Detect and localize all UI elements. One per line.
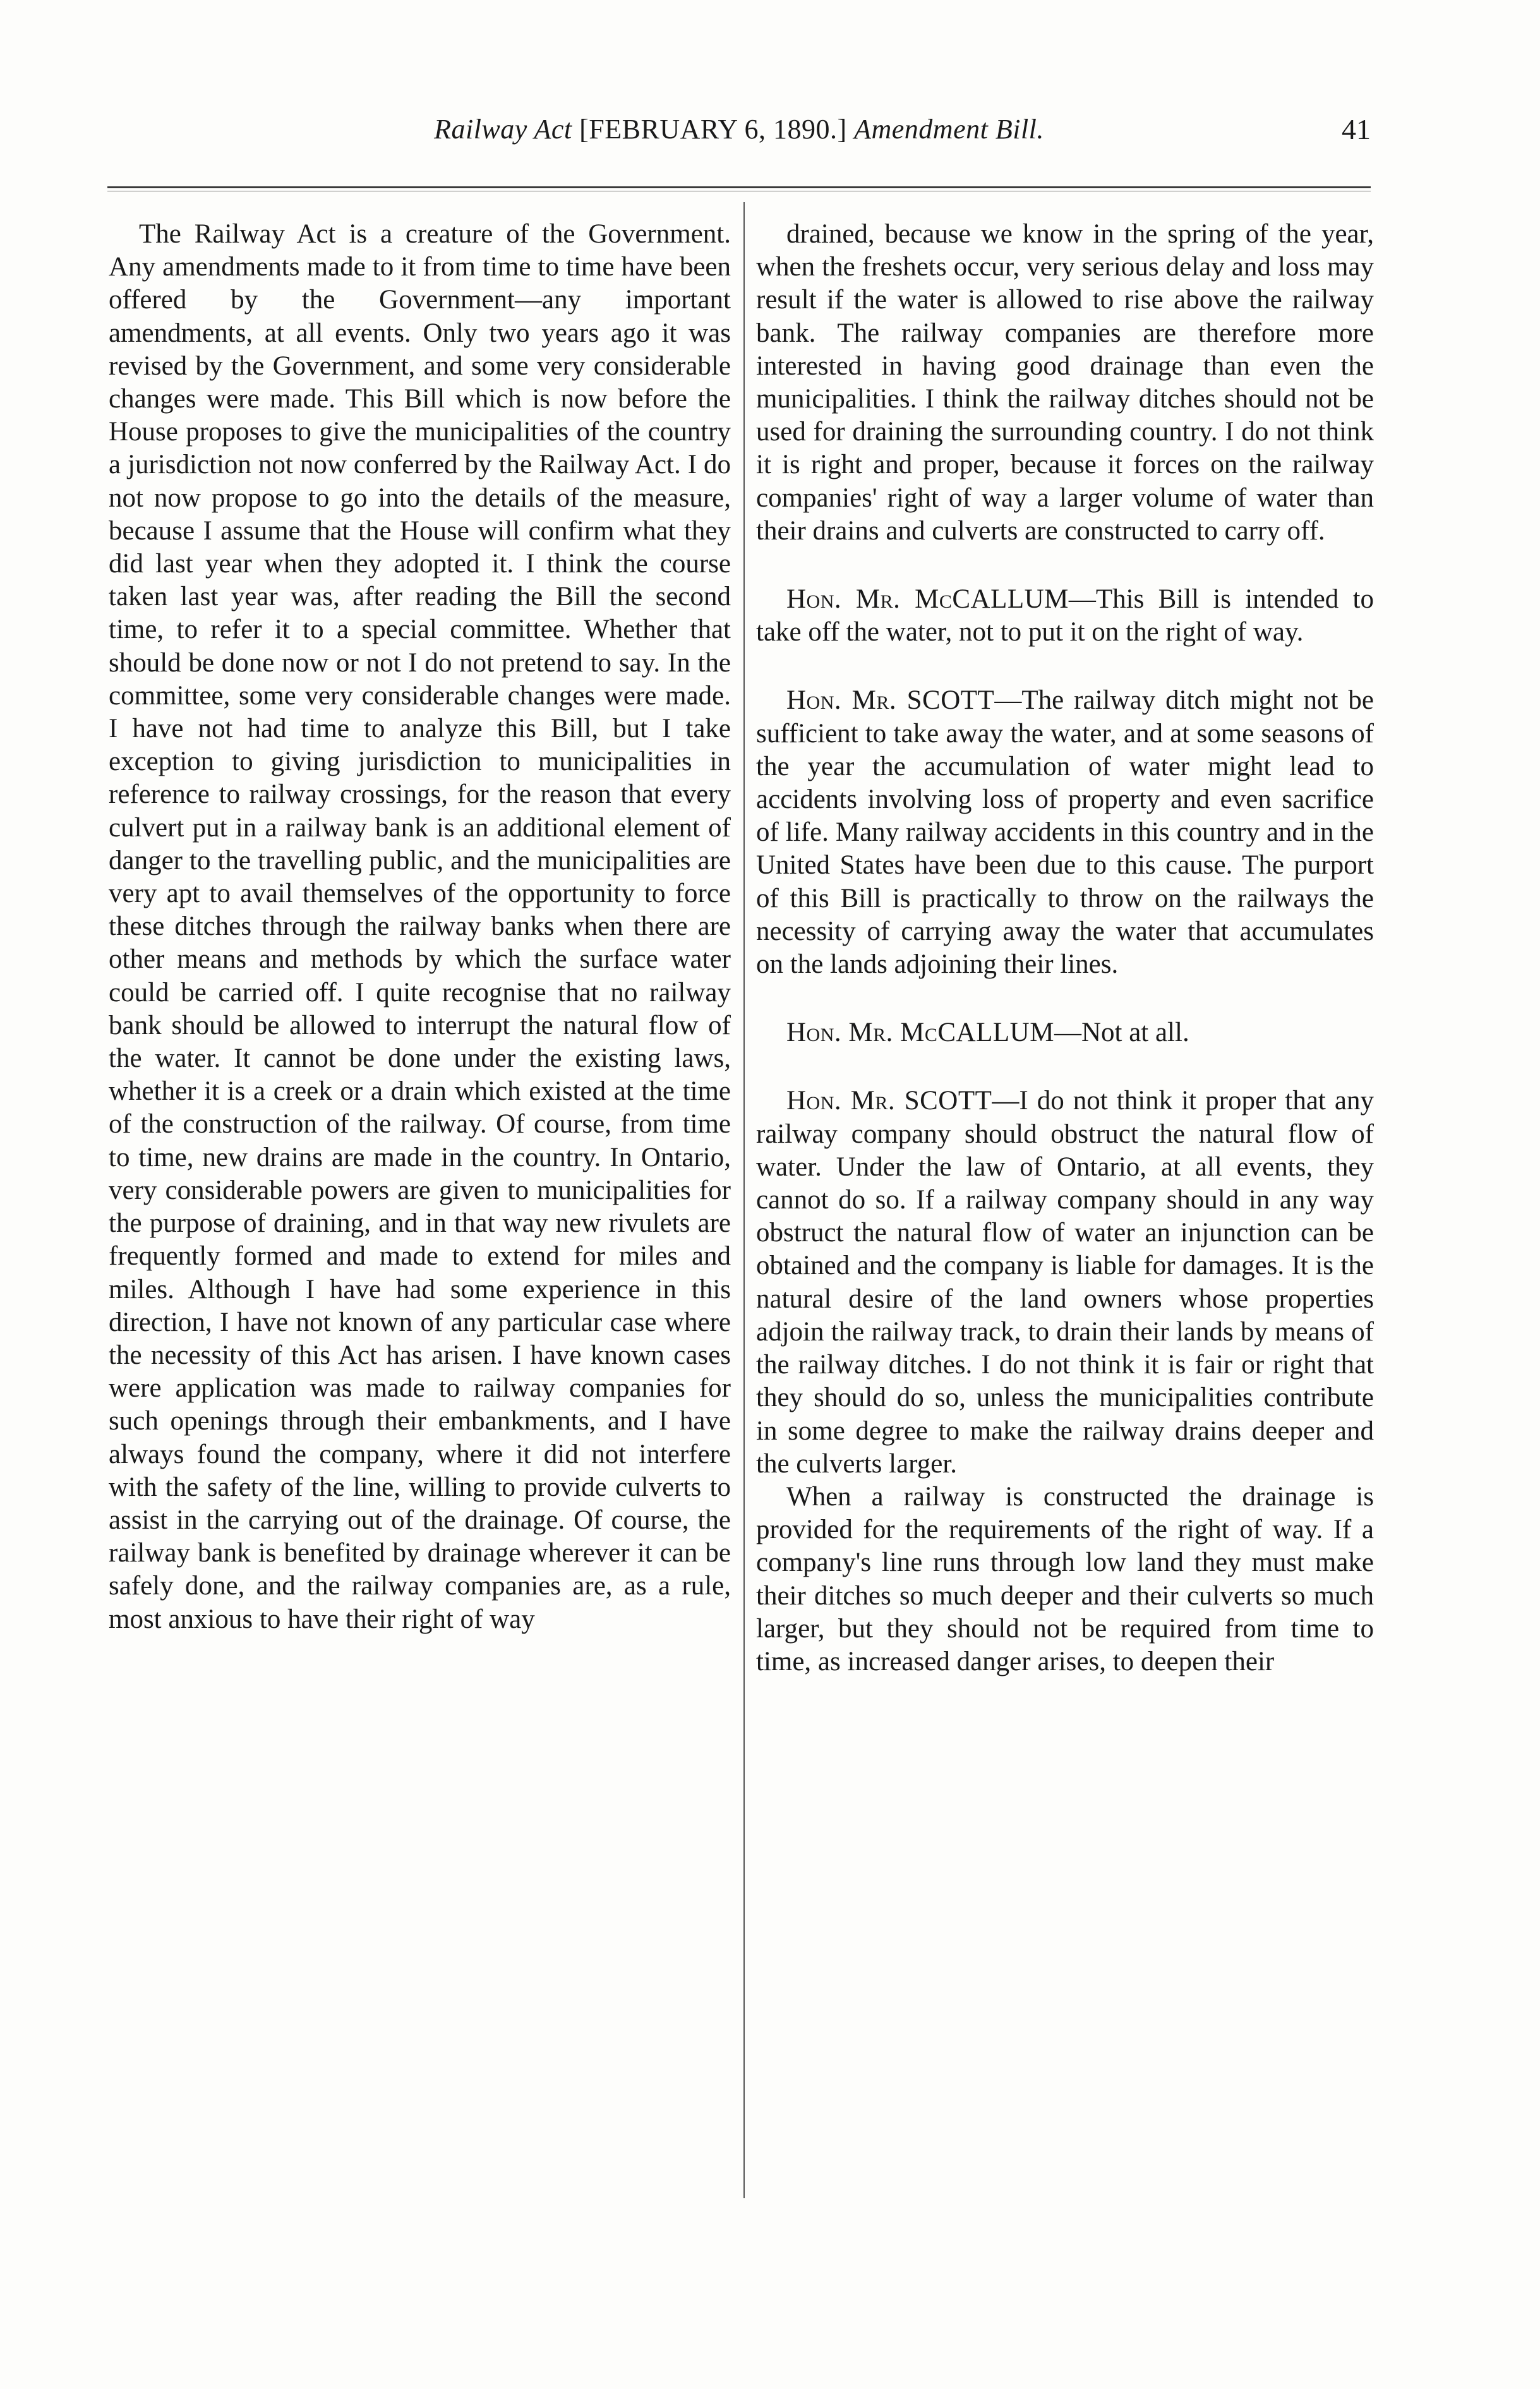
speech-paragraph	[756, 1085, 1374, 1480]
speech-paragraph	[756, 1016, 1374, 1049]
speaker-name: Hon. Mr. McCALLUM	[786, 584, 1069, 615]
paragraph	[756, 218, 1374, 548]
header-act-name: Railway Act	[434, 114, 572, 145]
header-bill-name: Amendment Bill.	[854, 114, 1044, 145]
column-divider	[743, 202, 745, 2198]
speaker-name: Hon. Mr. McCALLUM	[786, 1018, 1054, 1048]
speaker-name: Hon. Mr. SCOTT	[786, 685, 995, 716]
left-column	[109, 218, 731, 1636]
header-rule	[107, 186, 1371, 188]
speech-text: —This Bill is intended to take off the water, not to put it on the right of way.	[756, 584, 1374, 647]
running-header	[107, 111, 1371, 155]
paragraph-text: drained, because we know in the spring of the year, when the freshets occur, very serious delay and loss may result if the water is allowed to rise above the railway bank. The railway companies are therefore more interested in having good drainage than even the municipalities. I think the railway ditches should not be used for draining the surrounding country. I do not think it is right and proper, because it forces on the railway companies' right of way a larger volume of water than their drains and culverts are constructed to carry off.	[756, 219, 1374, 546]
paragraph: The Railway Act is a creature of the Government. Any amendments made to it from time to time have been offered by the Government—any important amendments, at all events. Only two years ago it was revised by the Government, and some very considerable changes were made. This Bill which is now before the House proposes to give the municipalities of the country a jurisdiction not now conferred by the Railway Act. I do not now propose to go into the details of the measure, because I assume that the House will confirm what they did last year when they adopted it. I think the course taken last year was, after reading the Bill the second time, to refer it to a special committee. Whether that should be done now or not I do not pretend to say. In the committee, some very considerable changes were made. I have not had time to analyze this Bill, but I take exception to giving jurisdiction to municipalities in reference to railway crossings, for the reason that every culvert put in a railway bank is an additional element of danger to the travelling public, and the municipalities are very apt to avail themselves of the opportunity to force these ditches through the railway banks when there are other means and methods by which the surface water could be carried off. I quite recognise that no railway bank should be allowed to interrupt the natural flow of the water. It cannot be done under the existing laws, whether it is a creek or a drain which existed at the time of the construction of the railway. Of course, from time to time, new drains are made in the country. In Ontario, very considerable powers are given to municipalities for the purpose of draining, and in that way new rivulets are frequently formed and made to extend for miles and miles. Although I have had some experience in this direction, I have not known of any particular case where the necessity of this Act has arisen. I have known cases were application was made to railway companies for such openings through their embankments, and I have always found the company, where it did not interfere with the safety of the line, willing to provide culverts to assist in the carrying out of the drainage. Of course, the railway bank is benefited by drainage wherever it can be safely done, and the railway companies are, as a rule, most anxious to have their right of way	[109, 219, 731, 1634]
page-number: 41	[1342, 113, 1371, 145]
header-date: [FEBRUARY 6, 1890.]	[572, 114, 855, 145]
speech-paragraph	[756, 583, 1374, 649]
paragraph-text: When a railway is constructed the drainage is provided for the requirements of the right of way. If a company's line runs through low land they must make their ditches so much deeper and their culverts so much larger, but they should not be required from time to time, as increased danger arises, to deepen their	[756, 1481, 1374, 1676]
speech-text: —I do not think it proper that any railway company should obstruct the natural flow of water. Under the law of Ontario, at all events, they cannot do so. If a railway company should in any way obstruct the natural flow of water an injunction can be obtained and the company is liable for damages. It is the natural desire of the land owners whose properties adjoin the railway track, to drain their lands by means of the railway ditches. I do not think it is fair or right that they should do so, unless the municipalities contribute in some degree to make the railway drains deeper and the culverts larger.	[756, 1086, 1374, 1479]
speech-paragraph	[756, 684, 1374, 981]
right-column	[756, 218, 1374, 1678]
speech-text: —The railway ditch might not be sufficient to take away the water, and at some seasons of the year the accumulation of water might lead to accidents involving loss of property and even sacrifice of life. Many railway accidents in this country and in the United States have been due to this cause. The purport of this Bill is practically to throw on the railways the necessity of carrying away the water that accumulates on the lands adjoining their lines.	[756, 685, 1375, 980]
header-title	[107, 111, 1371, 148]
speech-text: —Not at all.	[1054, 1018, 1189, 1048]
speaker-name: Hon. Mr. SCOTT	[786, 1086, 992, 1116]
paragraph	[756, 1481, 1374, 1678]
